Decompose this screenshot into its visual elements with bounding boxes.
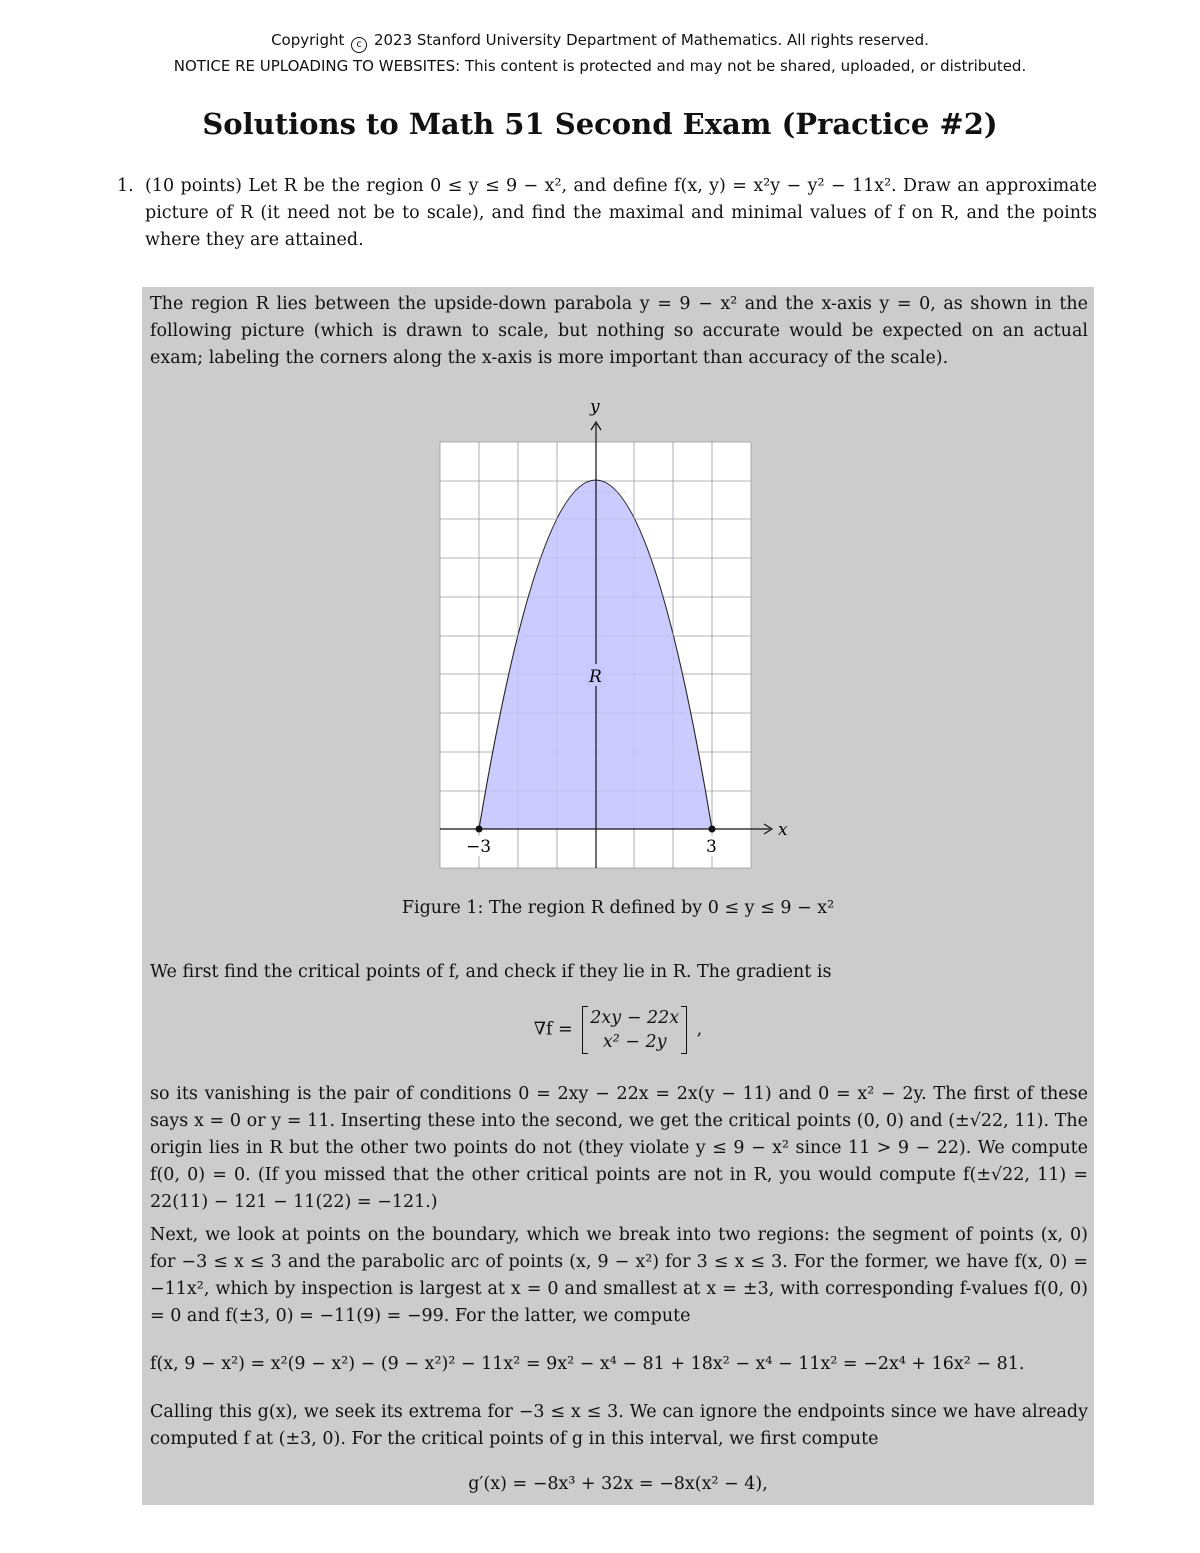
left-corner-point bbox=[476, 826, 483, 833]
right-corner-point bbox=[709, 826, 716, 833]
problem-1 bbox=[117, 173, 1097, 254]
figure-caption: Figure 1: The region R defined by 0 ≤ y ≤ 9 − x² bbox=[401, 898, 835, 918]
gradient-matrix bbox=[582, 1006, 687, 1054]
arc-equation: f(x, 9 − x²) = x²(9 − x²) − (9 − x²)² − 11x² = 9x² − x⁴ − 81 + 18x² − x⁴ − 11x² = −2x⁴ + 16x² − 81. bbox=[150, 1354, 1025, 1374]
page-title: Solutions to Math 51 Second Exam (Practice #2) bbox=[202, 107, 998, 141]
boundary-paragraph: Next, we look at points on the boundary, which we break into two regions: the segment of points (x, 0) for −3 ≤ x ≤ 3 and the parabolic arc of points (x, 9 − x²) for 3 ≤ x ≤ 3. For the former, we have f(x, 0) = −11x², which by inspection is largest at x = 0 and smallest at x = ±3, with corresponding f-values f(0, 0) = 0 and f(±3, 0) = −11(9) = −99. For the latter, we compute bbox=[150, 1225, 1088, 1326]
copyright-line bbox=[0, 31, 1200, 53]
gradient-row-2: x² − 2y bbox=[602, 1032, 667, 1052]
problem-statement: (10 points) Let R be the region 0 ≤ y ≤ 9 − x², and define f(x, y) = x²y − y² − 11x². Draw an approximate picture of R (it need not be to scale), and find the maximal and minimal values of f on R, and the points where they are attained. bbox=[145, 176, 1097, 250]
gprime-equation: g′(x) = −8x³ + 32x = −8x(x² − 4), bbox=[468, 1474, 768, 1494]
solution-intro: The region R lies between the upside-down parabola y = 9 − x² and the x-axis y = 0, as shown in the following picture (which is drawn to scale, but nothing so accurate would be expected on an actual exam; labeling the corners along the x-axis is more important than accuracy of the scale). bbox=[150, 294, 1088, 368]
gradient-tail: , bbox=[696, 1019, 703, 1040]
vanishing-paragraph: so its vanishing is the pair of conditions 0 = 2xy − 22x = 2x(y − 11) and 0 = x² − 2y. The first of these says x = 0 or y = 11. Inserting these into the second, we get the critical points (0, 0) and (±√22, 11). The origin lies in R but the other two points do not (they violate y ≤ 9 − x² since 11 > 9 − 22). We compute f(0, 0) = 0. (If you missed that the other critical points are not in R, you would compute f(±√22, 11) = 22(11) − 121 − 11(22) = −121.) bbox=[150, 1084, 1088, 1212]
x-axis-label: x bbox=[778, 820, 788, 840]
upload-notice: NOTICE RE UPLOADING TO WEBSITES: This content is protected and may not be shared, uploaded, or distributed. bbox=[173, 57, 1027, 75]
region-figure bbox=[420, 392, 820, 882]
critical-intro: We first find the critical points of f, and check if they lie in R. The gradient is bbox=[150, 962, 832, 982]
gradient-lhs: ∇f = bbox=[533, 1019, 573, 1040]
y-axis-label: y bbox=[590, 397, 600, 417]
right-corner-label: 3 bbox=[706, 837, 717, 857]
gradient-equation bbox=[142, 1006, 1094, 1054]
copyright-text: 2023 Stanford University Department of Mathematics. All rights reserved. bbox=[373, 31, 929, 49]
left-corner-label: −3 bbox=[466, 837, 492, 857]
copyright-icon: c bbox=[351, 37, 367, 53]
gradient-row-1: 2xy − 22x bbox=[590, 1008, 680, 1028]
calling-paragraph: Calling this g(x), we seek its extrema for −3 ≤ x ≤ 3. We can ignore the endpoints since we have already computed f at (±3, 0). For the critical points of g in this interval, we first compute bbox=[150, 1402, 1088, 1449]
region-label: R bbox=[589, 667, 602, 687]
copyright-prefix: Copyright bbox=[271, 31, 345, 49]
problem-number: 1. bbox=[117, 176, 134, 196]
